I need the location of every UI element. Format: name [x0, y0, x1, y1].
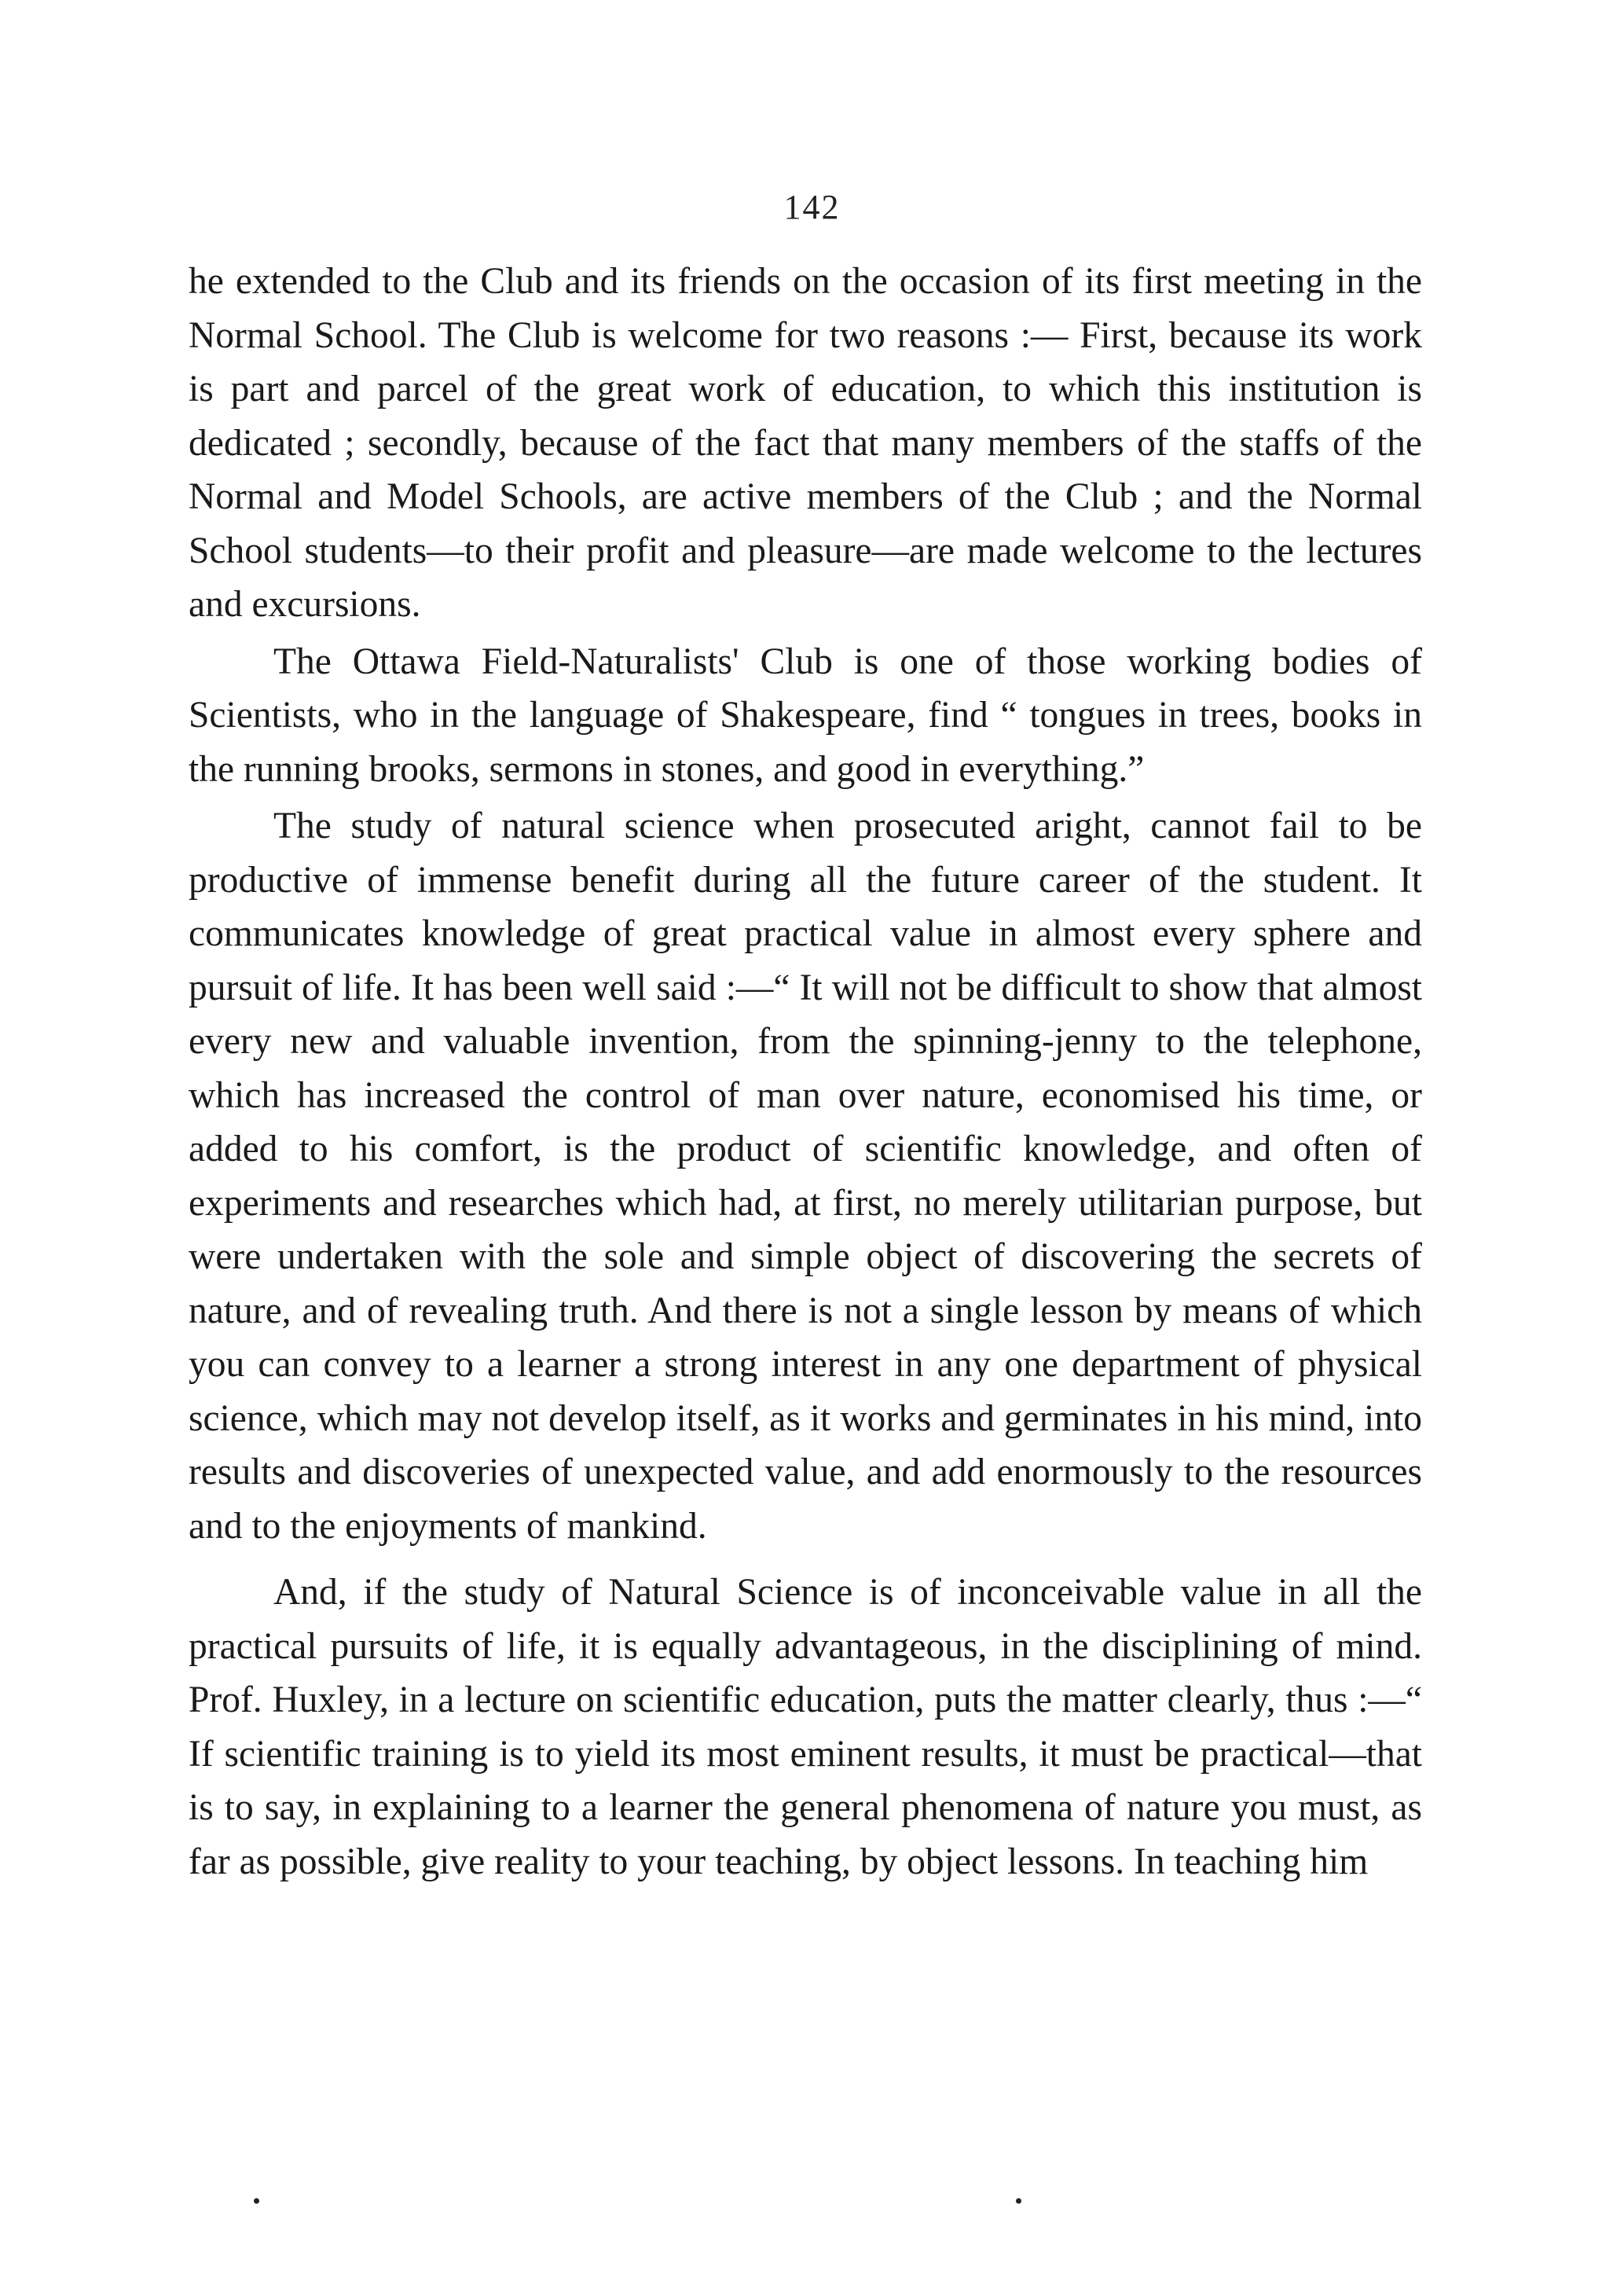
footer-dot-left [254, 2198, 259, 2204]
body-text [189, 255, 1422, 1889]
paragraph-huxley-quote: And, if the study of Natural Science is of inconceivable value in all the practical pursuits of life, it is equally advantageous, in the disciplining of mind. Prof. Huxley, in a lecture on scientific education, puts the matter clearly, thus :—“ If scientific training is to yield its most eminent results, it must be practical—that is to say, in explaining to a learner the general phenomena of nature you must, as far as possible, give reality to your teaching, by object lessons. In teaching him [189, 1572, 1422, 1882]
paragraph-natural-science-benefit: The study of natural science when prosecuted aright, cannot fail to be productive of immense benefit during all the future career of the student. It communicates knowledge of great practical value in almost every sphere and pursuit of life. It has been well said :—“ It will not be difficult to show that almost every new and valuable invention, from the spinning-jenny to the telephone, which has increased the control of man over nature, economised his time, or added to his comfort, is the product of scientific knowledge, and often of experiments and researches which had, at first, no merely utilitarian purpose, but were undertaken with the sole and simple object of discovering the secrets of nature, and of revealing truth. And there is not a single lesson by means of which you can convey to a learner a strong interest in any one department of physical science, which may not develop itself, as it works and germinates in his mind, into results and discoveries of unexpected value, and add enormously to the resources and to the enjoyments of mankind. [189, 806, 1422, 1547]
page-number: 142 [783, 188, 841, 226]
footer-marks [0, 2198, 1624, 2214]
footer-dot-right [1016, 2198, 1021, 2204]
paragraph-continuation: he extended to the Club and its friends on the occasion of its first meeting in the Normal School. The Club is welcome for two reasons :— First, because its work is part and parcel of the great work of education, to which this institution is dedicated ; secondly, because of the fact that many members of the staffs of the Normal and Model Schools, are active members of the Club ; and the Normal School students—to their profit and pleasure—are made welcome to the lectures and excursions. [189, 261, 1422, 625]
paragraph-ottawa-club: The Ottawa Field-Naturalists' Club is one of those working bodies of Scientists, who in the language of Shakespeare, find “ tongues in trees, books in the running brooks, sermons in stones, and good in everything.” [189, 641, 1422, 790]
